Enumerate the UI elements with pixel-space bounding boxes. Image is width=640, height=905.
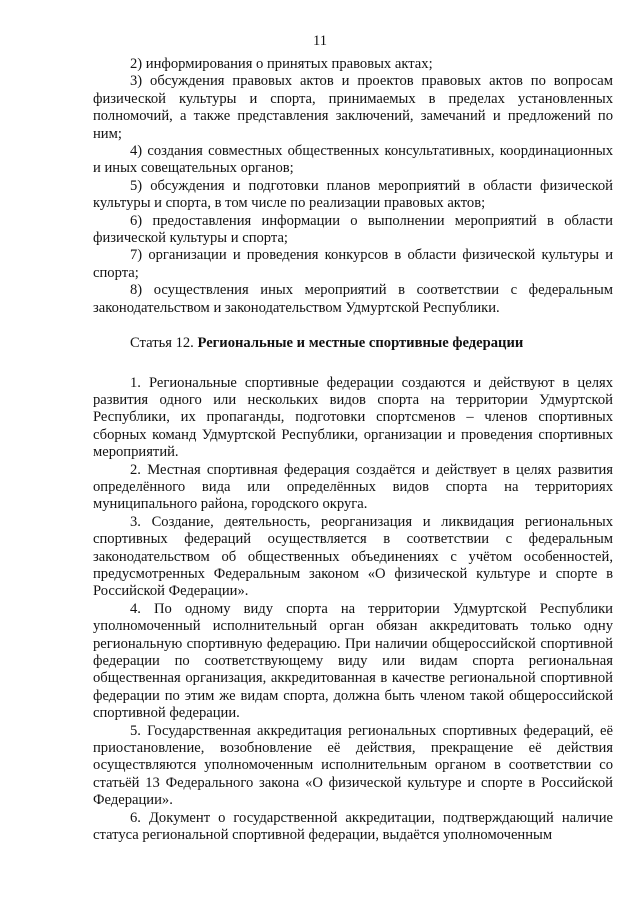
list-item: 2) информирования о принятых правовых актах; xyxy=(130,56,433,72)
paragraph: 1. Региональные спортивные федерации создаются и действуют в целях развития одного или нескольких видов спорта на территории Удмуртской Республики, их пропаганды, подготовки спортсменов – членов спортивных сборных команд Удмуртской Республики, организации и проведения спортивных мероприятий. xyxy=(93,374,613,461)
article-title: Региональные и местные спортивные федерации xyxy=(197,335,524,352)
list-item: 6) предоставления информации о выполнении мероприятий в области физической культуры и спорта; xyxy=(93,212,613,247)
list-item: 5) обсуждения и подготовки планов мероприятий в области физической культуры и спорта, в том числе по реализации правовых актов; xyxy=(93,177,613,212)
paragraph: 4. По одному виду спорта на территории Удмуртской Республики уполномоченный исполнительный орган обязан аккредитовать только одну региональную спортивную федерацию. При наличии общероссийской спортивной федерации по соответствующему виду или видам спорта региональная общественная организация, аккредитованная в качестве региональной спортивной федерации по этим же видам спорта, должна быть членом такой общероссийской спортивной федерации. xyxy=(93,600,613,722)
document-body xyxy=(93,56,613,844)
list-item: 3) обсуждения правовых актов и проектов правовых актов по вопросам физической культуры и спорта, принимаемых в пределах установленных полномочий, а также представления заключений, замечаний и предложений по ним; xyxy=(93,73,613,142)
list-item: 4) создания совместных общественных консультативных, координационных и иных совещательных органов; xyxy=(93,143,613,177)
paragraph: 2. Местная спортивная федерация создаётся и действует в целях развития определённого вида или определённых видов спорта на территориях муниципального района, городского округа. xyxy=(93,461,613,513)
article-heading xyxy=(93,335,613,352)
paragraph: 6. Документ о государственной аккредитации, подтверждающий наличие статуса региональной спортивной федерации, выдаётся уполномоченным xyxy=(93,809,613,844)
list-item: 8) осуществления иных мероприятий в соответствии с федеральным законодательством и законодательством Удмуртской Республики. xyxy=(93,282,613,316)
paragraph: 3. Создание, деятельность, реорганизация и ликвидация региональных спортивных федераций осуществляется в соответствии с федеральным законодательством об общественных объединениях с учётом особенностей, предусмотренных Федеральным законом «О физической культуре и спорте в Российской Федерации». xyxy=(93,513,613,600)
paragraph: 5. Государственная аккредитация региональных спортивных федераций, её приостановление, возобновление её действия, прекращение её действия осуществляются уполномоченным исполнительным органом в соответствии со статьёй 13 Федерального закона «О физической культуре и спорте в Российской Федерации». xyxy=(93,722,613,809)
page-number: 11 xyxy=(313,33,327,49)
list-item: 7) организации и проведения конкурсов в области физической культуры и спорта; xyxy=(93,247,613,281)
article-number: Статья 12. xyxy=(130,335,198,352)
